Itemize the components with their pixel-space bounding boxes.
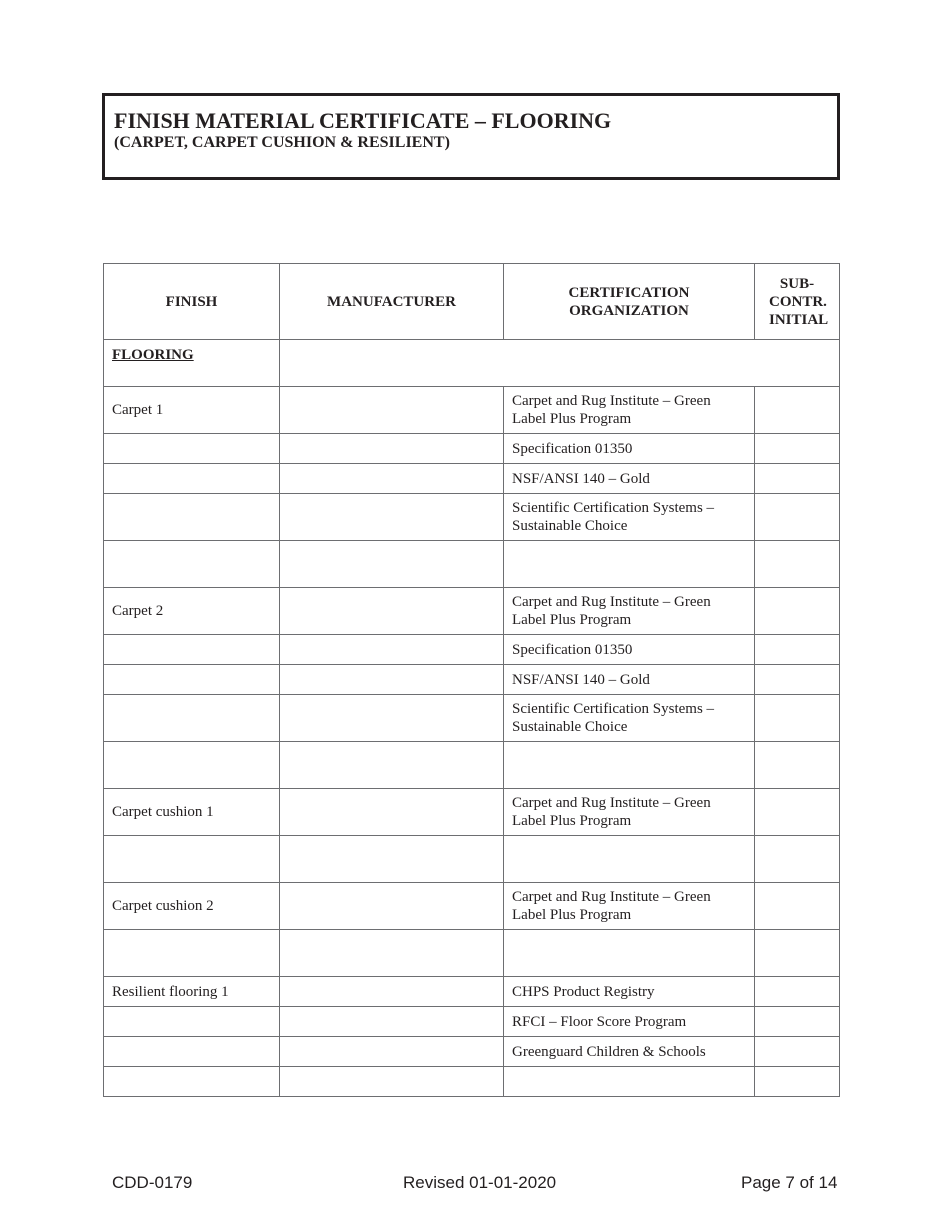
certification-cell: Carpet and Rug Institute – Green Label Plus Program [504,387,755,434]
certification-cell: Greenguard Children & Schools [504,1037,755,1067]
table-row [104,883,840,930]
initial-cell [755,789,840,836]
table-row [104,930,840,977]
page-subtitle: (CARPET, CARPET CUSHION & RESILIENT) [114,134,450,151]
finish-cell [104,665,280,695]
initial-cell [755,635,840,665]
certification-cell: Scientific Certification Systems – Sustainable Choice [504,695,755,742]
certification-cell [504,930,755,977]
table-row [104,588,840,635]
finish-cell: Carpet cushion 2 [104,883,280,930]
footer-page-number: Page 7 of 14 [741,1173,838,1192]
initial-cell [755,883,840,930]
certification-cell [504,1067,755,1097]
table-row [104,836,840,883]
table-row [104,789,840,836]
manufacturer-cell [280,789,504,836]
finish-cell: Carpet 2 [104,588,280,635]
table-row [104,635,840,665]
certification-cell: NSF/ANSI 140 – Gold [504,665,755,695]
finish-cell [104,541,280,588]
certification-cell: Scientific Certification Systems – Sustainable Choice [504,494,755,541]
finish-cell [104,1037,280,1067]
certification-cell: Carpet and Rug Institute – Green Label Plus Program [504,789,755,836]
finish-cell [104,930,280,977]
initial-cell [755,836,840,883]
col-header-initial: SUB- CONTR. INITIAL [755,264,840,340]
finish-cell [104,1007,280,1037]
initial-cell [755,541,840,588]
manufacturer-cell [280,836,504,883]
certification-cell: NSF/ANSI 140 – Gold [504,464,755,494]
certification-cell [504,836,755,883]
certification-cell: Specification 01350 [504,635,755,665]
finish-cell: Carpet cushion 1 [104,789,280,836]
manufacturer-cell [280,930,504,977]
initial-cell [755,434,840,464]
initial-cell [755,494,840,541]
initial-cell [755,1067,840,1097]
table-row [104,541,840,588]
finish-cell [104,464,280,494]
table-row [104,695,840,742]
table-row [104,742,840,789]
table-body [104,340,840,1097]
section-blank [280,340,840,387]
manufacturer-cell [280,1037,504,1067]
initial-cell [755,665,840,695]
table-header-row [104,264,840,340]
certification-cell: CHPS Product Registry [504,977,755,1007]
manufacturer-cell [280,541,504,588]
finish-cell: Carpet 1 [104,387,280,434]
section-row [104,340,840,387]
manufacturer-cell [280,494,504,541]
initial-cell [755,742,840,789]
manufacturer-cell [280,977,504,1007]
finish-cell [104,836,280,883]
table-row [104,1037,840,1067]
initial-cell [755,695,840,742]
initial-cell [755,387,840,434]
finish-cell: Resilient flooring 1 [104,977,280,1007]
certification-cell: Specification 01350 [504,434,755,464]
table-row [104,1007,840,1037]
manufacturer-cell [280,742,504,789]
section-label: FLOORING [104,340,280,387]
manufacturer-cell [280,434,504,464]
footer-doc-id: CDD-0179 [112,1173,193,1192]
table-row [104,464,840,494]
col-header-finish: FINISH [104,264,280,340]
finish-cell [104,434,280,464]
initial-cell [755,930,840,977]
manufacturer-cell [280,635,504,665]
manufacturer-cell [280,1007,504,1037]
initial-cell [755,464,840,494]
manufacturer-cell [280,665,504,695]
col-header-manufacturer: MANUFACTURER [280,264,504,340]
footer-revised: Revised 01-01-2020 [403,1173,557,1192]
table-row [104,387,840,434]
finish-cell [104,695,280,742]
initial-cell [755,1007,840,1037]
initial-cell [755,1037,840,1067]
table-row [104,494,840,541]
certification-cell [504,742,755,789]
manufacturer-cell [280,464,504,494]
table-row [104,1067,840,1097]
certification-cell: Carpet and Rug Institute – Green Label Plus Program [504,588,755,635]
finish-cell [104,494,280,541]
manufacturer-cell [280,387,504,434]
manufacturer-cell [280,1067,504,1097]
table-row [104,434,840,464]
finish-cell [104,742,280,789]
finish-cell [104,1067,280,1097]
certification-cell: RFCI – Floor Score Program [504,1007,755,1037]
table-row [104,665,840,695]
finish-cell [104,635,280,665]
initial-cell [755,588,840,635]
manufacturer-cell [280,883,504,930]
initial-cell [755,977,840,1007]
title-box [102,93,840,180]
manufacturer-cell [280,588,504,635]
certification-cell: Carpet and Rug Institute – Green Label Plus Program [504,883,755,930]
manufacturer-cell [280,695,504,742]
table-row [104,977,840,1007]
page-title: FINISH MATERIAL CERTIFICATE – FLOORING [114,108,612,133]
certificate-table [103,263,840,1097]
col-header-certification: CERTIFICATION ORGANIZATION [504,264,755,340]
certification-cell [504,541,755,588]
